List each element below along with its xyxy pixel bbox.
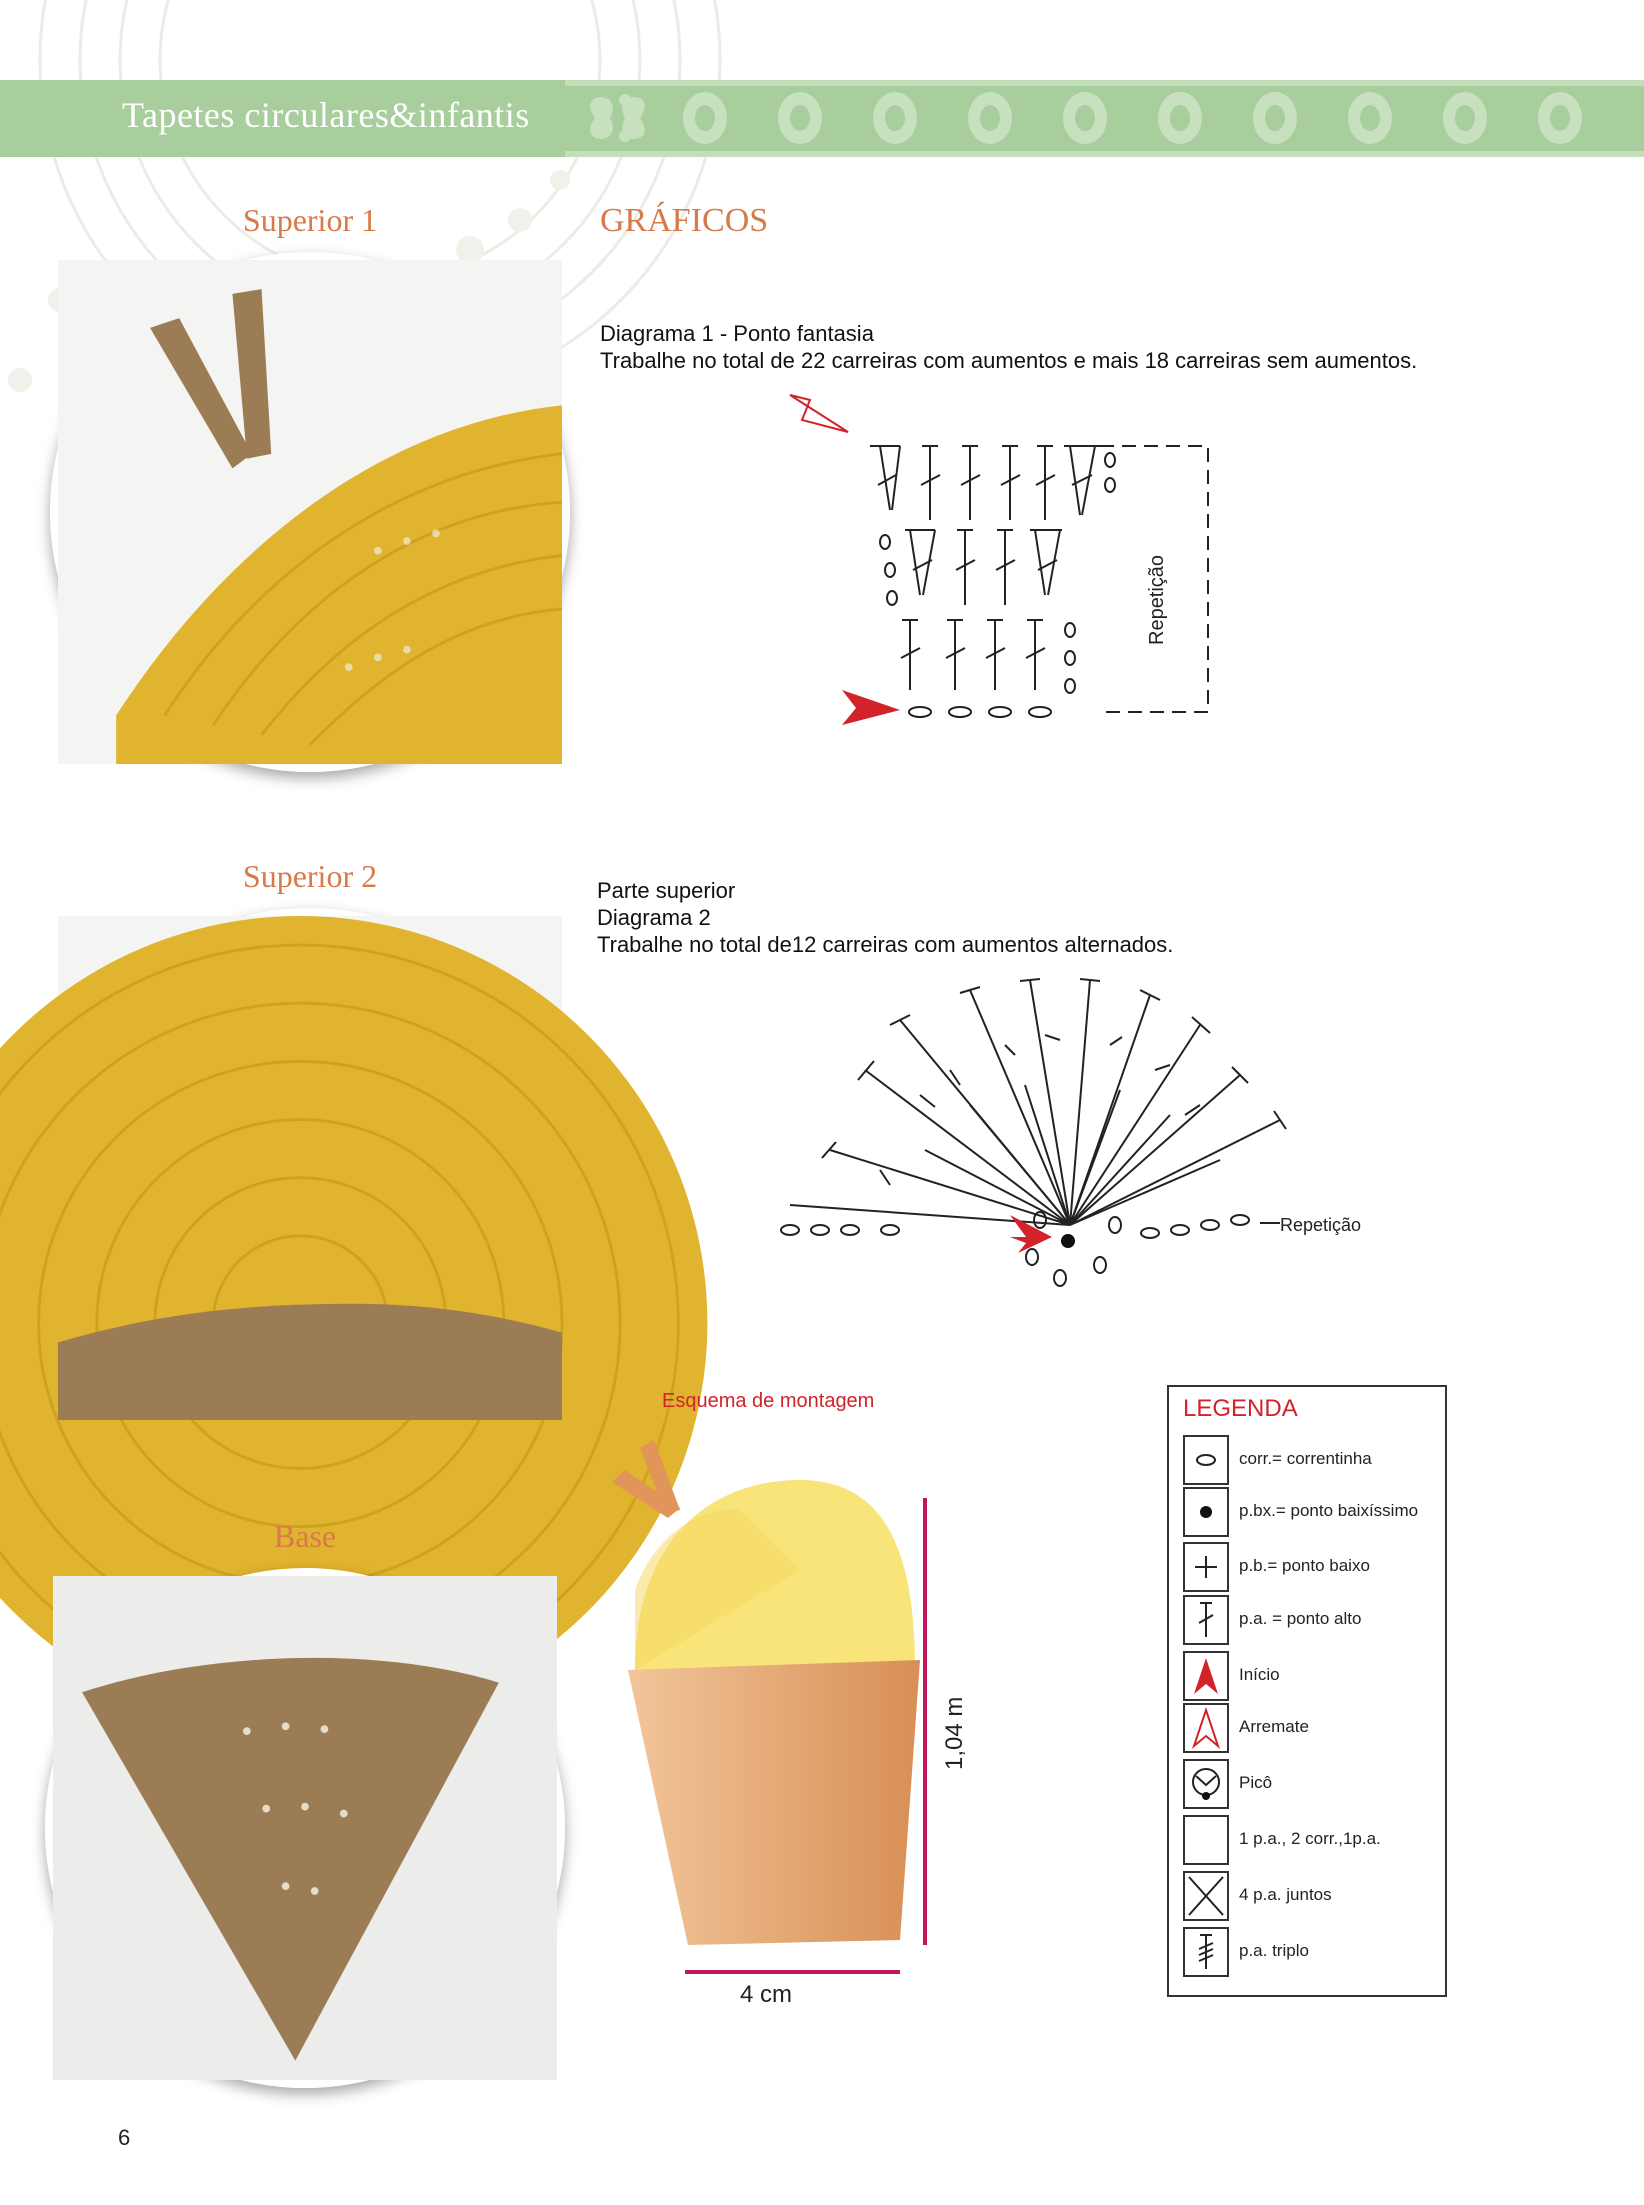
start-arrow-icon	[1185, 1653, 1227, 1699]
montagem-title: Esquema de montagem	[662, 1390, 875, 1412]
legend-label: Picô	[1239, 1773, 1273, 1792]
diagram2-part: Parte superior	[597, 878, 736, 903]
diagram2-repeat-label: Repetição	[1280, 1215, 1362, 1235]
diagram1-instructions: Trabalhe no total de 22 carreiras com aumentos e mais 18 carreiras sem aumentos.	[600, 348, 1418, 373]
legend-box	[1167, 1385, 1447, 1997]
header-title: Tapetes circulares&infantis	[122, 95, 530, 135]
dc-together-icon	[1185, 1873, 1227, 1919]
triple-crochet-icon	[1185, 1929, 1227, 1975]
photo-superior-2	[50, 908, 570, 1428]
legend-item	[1183, 1871, 1443, 1923]
photo-title-superior-1: Superior 1	[242, 202, 378, 238]
montagem-height-label: 1,04 m	[941, 1696, 968, 1770]
legend-item	[1183, 1595, 1443, 1647]
chain-icon	[1185, 1437, 1227, 1483]
legend-title: LEGENDA	[1183, 1395, 1298, 1422]
diagram2-chart	[770, 975, 1410, 1300]
picot-icon	[1185, 1761, 1227, 1807]
page-number: 6	[118, 2125, 131, 2150]
legend-label: p.a. triplo	[1239, 1941, 1309, 1960]
diagram1-title: Diagrama 1 - Ponto fantasia	[600, 321, 874, 346]
legend-item	[1183, 1487, 1443, 1539]
legend-label: p.bx.= ponto baixíssimo	[1239, 1501, 1419, 1520]
section-title: GRÁFICOS	[600, 202, 769, 239]
legend-item	[1183, 1651, 1443, 1703]
legend-label: p.b.= ponto baixo	[1239, 1556, 1370, 1575]
photo-base	[45, 1568, 565, 2088]
slip-stitch-icon	[1185, 1489, 1227, 1535]
legend-item	[1183, 1815, 1443, 1867]
legend-label: p.a. = ponto alto	[1239, 1609, 1362, 1628]
legend-label: 4 p.a. juntos	[1239, 1885, 1332, 1904]
legend-item	[1183, 1703, 1443, 1755]
diagram1-repeat-label: Repetição	[1146, 554, 1168, 645]
legend-label: Início	[1239, 1665, 1280, 1684]
legend-label: Arremate	[1239, 1717, 1309, 1736]
single-crochet-icon	[1185, 1544, 1227, 1590]
diagram2-title: Diagrama 2	[597, 905, 711, 930]
diagram2-instructions: Trabalhe no total de12 carreiras com aumentos alternados.	[597, 932, 1174, 957]
double-crochet-icon	[1185, 1597, 1227, 1643]
legend-label: 1 p.a., 2 corr.,1p.a.	[1239, 1829, 1381, 1848]
finish-arrow-icon	[1185, 1705, 1227, 1751]
montagem-width-label: 4 cm	[740, 1981, 793, 2008]
shell-icon	[1185, 1817, 1227, 1863]
photo-title-superior-2: Superior 2	[242, 858, 378, 894]
legend-item	[1183, 1435, 1443, 1487]
diagram1-chart	[780, 390, 1220, 730]
photo-superior-1	[50, 252, 570, 772]
header-ornament-pattern	[565, 80, 1644, 157]
photo-title-base: Base	[273, 1518, 337, 1554]
montagem-diagram	[600, 1430, 1020, 2008]
legend-label: corr.= correntinha	[1239, 1449, 1372, 1468]
legend-item	[1183, 1927, 1443, 1979]
legend-item	[1183, 1759, 1443, 1811]
legend-item	[1183, 1542, 1443, 1594]
